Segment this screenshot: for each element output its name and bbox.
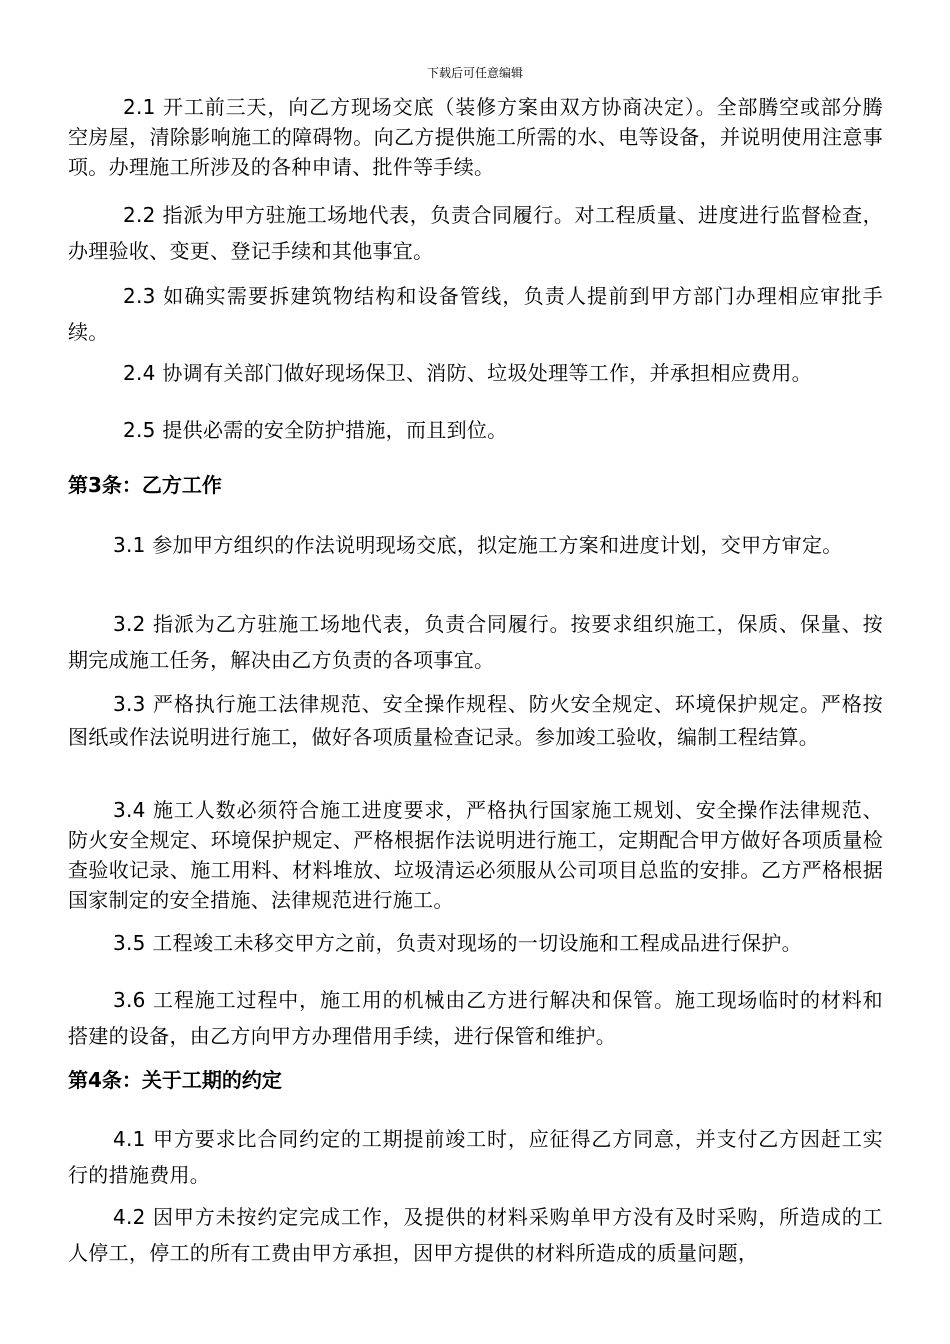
- clause-3-5: [68, 927, 883, 959]
- clause-4-2: [68, 1199, 883, 1271]
- clause-2-2: [68, 197, 883, 269]
- clause-text: 工程竣工未移交甲方之前，负责对现场的一切设施和工程成品进行保护。: [145, 931, 802, 955]
- clause-2-3: [68, 278, 883, 350]
- clause-number: 2.3: [123, 284, 156, 308]
- clause-number: 3.3: [113, 692, 146, 716]
- clause-3-2: [68, 606, 883, 678]
- clause-number: 2.2: [123, 203, 156, 227]
- clause-text: 甲方要求比合同约定的工期提前竣工时，应征得乙方同意，并支付乙方因赶工实行的措施费用。: [68, 1127, 883, 1187]
- clause-4-1: [68, 1121, 883, 1193]
- clause-number: 4.1: [113, 1127, 146, 1151]
- clause-text: 因甲方未按约定完成工作，及提供的材料采购单甲方没有及时采购，所造成的工人停工，停工的所有工费由甲方承担，因甲方提供的材料所造成的质量问题，: [68, 1205, 883, 1265]
- clause-2-5: [68, 414, 883, 446]
- clause-text: 协调有关部门做好现场保卫、消防、垃圾处理等工作，并承担相应费用。: [155, 361, 812, 385]
- clause-text: 严格执行施工法律规范、安全操作规程、防火安全规定、环境保护规定。严格按图纸或作法说明进行施工，做好各项质量检查记录。参加竣工验收，编制工程结算。: [68, 692, 883, 749]
- clause-text: 如确实需要拆建筑物结构和设备管线，负责人提前到甲方部门办理相应审批手续。: [68, 284, 883, 344]
- clause-2-4: [68, 357, 883, 389]
- clause-3-4: [68, 795, 883, 915]
- clause-number: 2.5: [123, 418, 156, 442]
- page-header: 下载后可任意编辑: [426, 66, 523, 80]
- clause-text: 参加甲方组织的作法说明现场交底，拟定施工方案和进度计划，交甲方审定。: [145, 533, 843, 557]
- clause-text: 开工前三天，向乙方现场交底（装修方案由双方协商决定）。全部腾空或部分腾空房屋，清除影响施工的障碍物。向乙方提供施工所需的水、电等设备，并说明使用注意事项。办理施工所涉及的各种申请、批件等手续。: [68, 95, 883, 179]
- section-heading-4: 第4条：关于工期的约定: [68, 1068, 282, 1092]
- clause-text: 施工人数必须符合施工进度要求，严格执行国家施工规划、安全操作法律规范、防火安全规定、环境保护规定、严格根据作法说明进行施工，定期配合甲方做好各项质量检查验收记录、施工用料、材料堆放、垃圾清运必须服从公司项目总监的安排。乙方严格根据国家制定的安全措施、法律规范进行施工。: [68, 798, 883, 912]
- clause-3-3: [68, 688, 883, 754]
- clause-number: 2.4: [123, 361, 156, 385]
- clause-text: 指派为乙方驻施工场地代表，负责合同履行。按要求组织施工，保质、保量、按期完成施工任务，解决由乙方负责的各项事宜。: [68, 612, 883, 672]
- clause-text: 指派为甲方驻施工场地代表，负责合同履行。对工程质量、进度进行监督检查，办理验收、变更、登记手续和其他事宜。: [68, 203, 883, 263]
- clause-text: 提供必需的安全防护措施，而且到位。: [155, 418, 508, 442]
- section-heading-3: 第3条：乙方工作: [68, 473, 222, 497]
- clause-2-1: [68, 92, 883, 182]
- clause-number: 3.6: [113, 988, 146, 1012]
- clause-3-6: [68, 982, 883, 1054]
- clause-number: 4.2: [113, 1205, 146, 1229]
- clause-3-1: [68, 527, 883, 563]
- clause-number: 3.2: [113, 612, 146, 636]
- clause-number: 3.1: [113, 533, 146, 557]
- clause-number: 2.1: [123, 95, 156, 119]
- clause-number: 3.5: [113, 931, 146, 955]
- clause-text: 工程施工过程中，施工用的机械由乙方进行解决和保管。施工现场临时的材料和搭建的设备，由乙方向甲方办理借用手续，进行保管和维护。: [68, 988, 883, 1048]
- clause-number: 3.4: [113, 798, 146, 822]
